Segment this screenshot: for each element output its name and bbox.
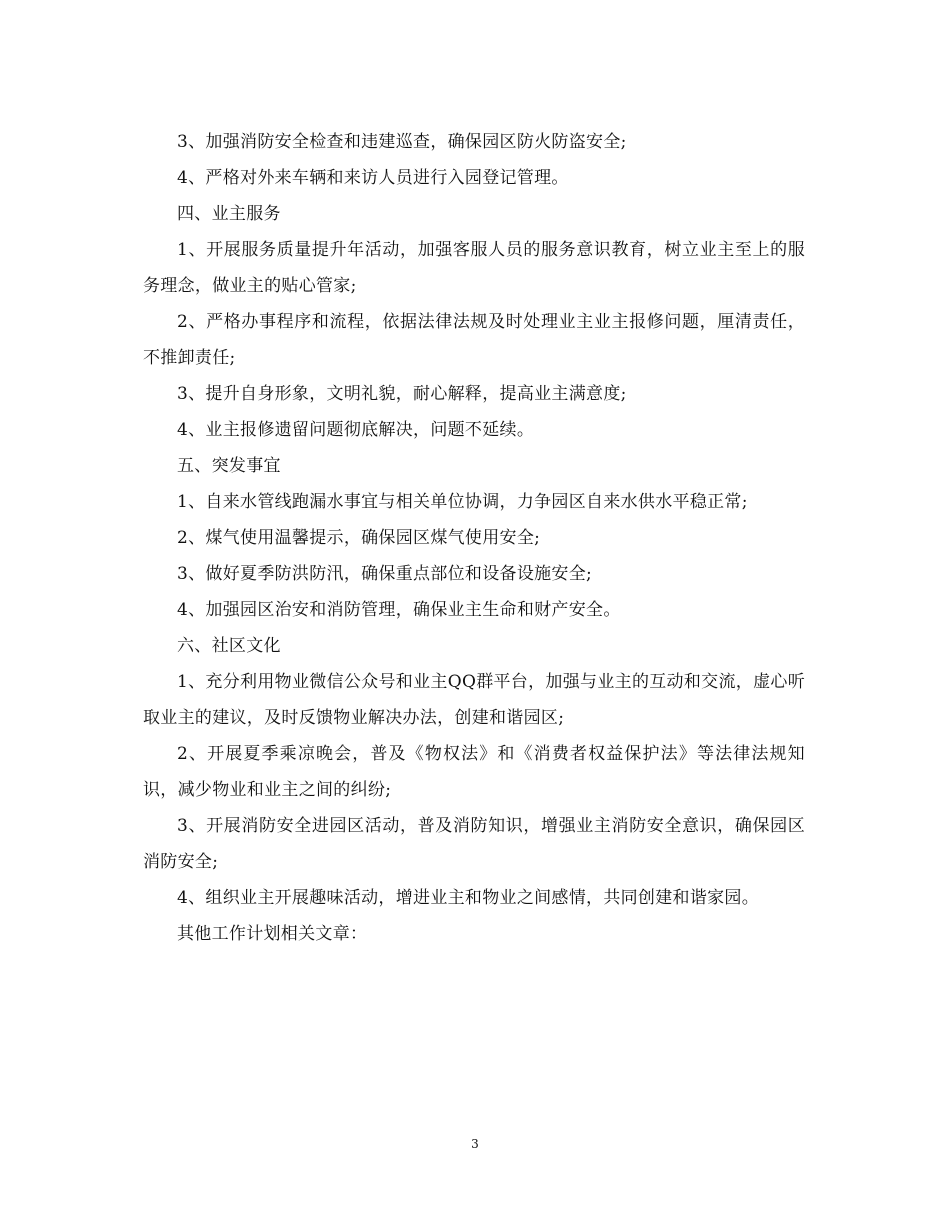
paragraph: 2、开展夏季乘凉晚会，普及《物权法》和《消费者权益保护法》等法律法规知识，减少物业和业主之间的纠纷;: [143, 744, 805, 800]
paragraph: 3、提升自身形象，文明礼貌，耐心解释，提高业主满意度;: [177, 384, 627, 404]
paragraph: 2、严格办事程序和流程，依据法律法规及时处理业主业主报修问题，厘清责任，不推卸责任;: [143, 312, 805, 368]
section-heading: 五、突发事宜: [177, 456, 281, 476]
paragraph: 3、开展消防安全进园区活动，普及消防知识，增强业主消防安全意识，确保园区消防安全;: [143, 816, 805, 872]
paragraph: 4、加强园区治安和消防管理，确保业主生命和财产安全。: [177, 600, 621, 620]
paragraph: 1、自来水管线跑漏水事宜与相关单位协调，力争园区自来水供水平稳正常;: [177, 492, 748, 512]
paragraph: 4、业主报修遗留问题彻底解决，问题不延续。: [177, 420, 535, 440]
document-body: [143, 124, 805, 952]
paragraph: 1、充分利用物业微信公众号和业主QQ群平台，加强与业主的互动和交流，虚心听取业主的建议，及时反馈物业解决办法，创建和谐园区;: [143, 672, 805, 728]
paragraph: 3、加强消防安全检查和违建巡查，确保园区防火防盗安全;: [177, 132, 627, 152]
paragraph: 2、煤气使用温馨提示，确保园区煤气使用安全;: [177, 528, 541, 548]
paragraph: 4、严格对外来车辆和来访人员进行入园登记管理。: [177, 168, 569, 188]
section-heading: 四、业主服务: [177, 204, 281, 224]
page-number: 3: [471, 1137, 479, 1151]
related-articles-heading: 其他工作计划相关文章：: [177, 924, 368, 944]
section-heading: 六、社区文化: [177, 636, 281, 656]
paragraph: 1、开展服务质量提升年活动，加强客服人员的服务意识教育，树立业主至上的服务理念，做业主的贴心管家;: [143, 240, 805, 296]
paragraph: 4、组织业主开展趣味活动，增进业主和物业之间感情，共同创建和谐家园。: [177, 888, 760, 908]
paragraph: 3、做好夏季防洪防汛，确保重点部位和设备设施安全;: [177, 564, 593, 584]
